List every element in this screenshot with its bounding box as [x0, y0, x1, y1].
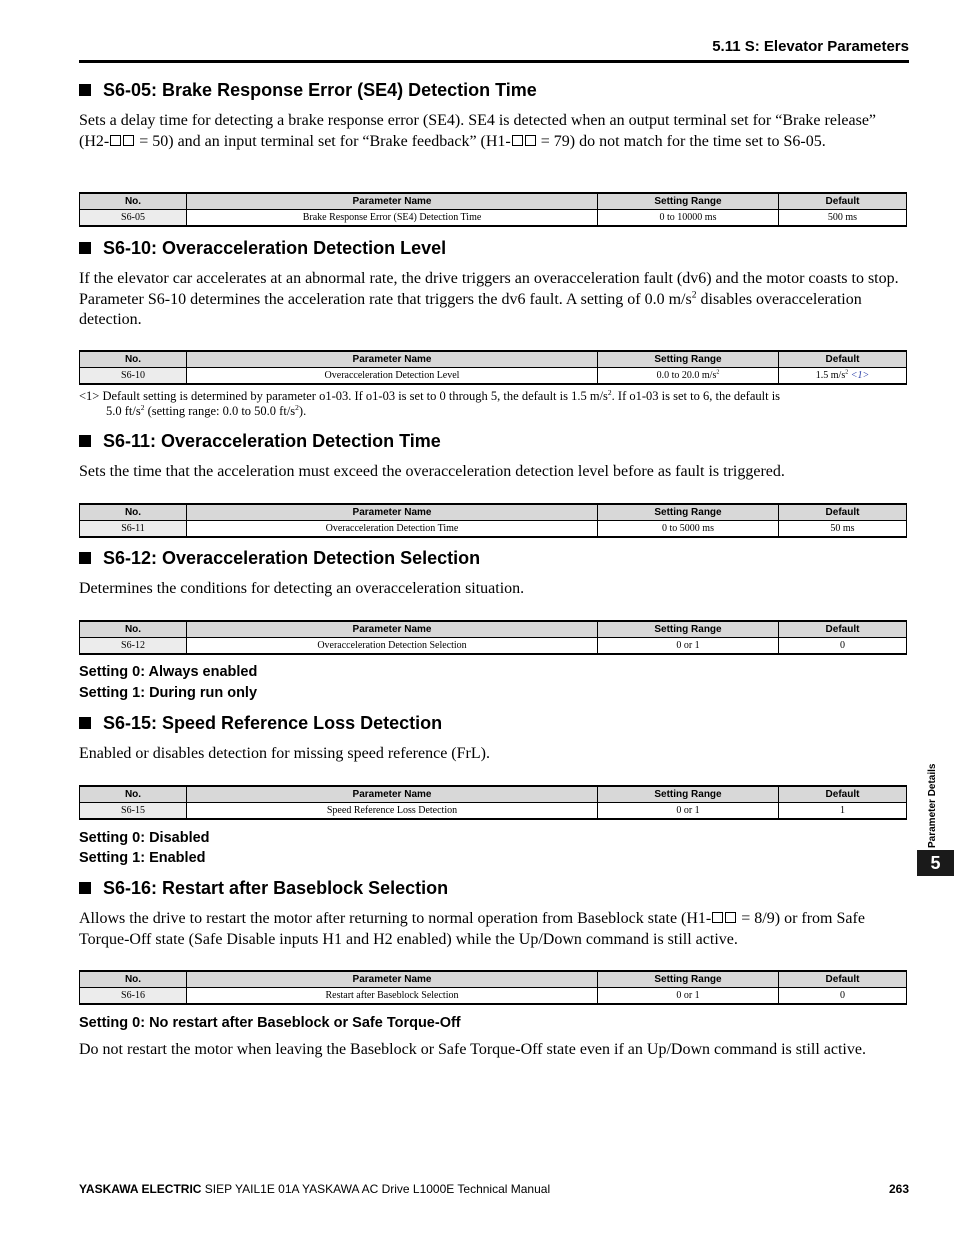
- placeholder-box-icon: [725, 912, 736, 923]
- heading-s6-16: S6-16: Restart after Baseblock Selection: [79, 878, 448, 899]
- parameter-table-s6-16: [79, 970, 907, 1005]
- paragraph-s6-16: Allows the drive to restart the motor after returning to normal operation from Baseblock state (H1- = 8/9) or from Safe Torque-Off state (Safe Disable inputs H1 and H2 enabled) while the Up/Down command is still active.: [79, 910, 865, 948]
- parameter-table-s6-12: [79, 620, 907, 655]
- chapter-tab[interactable]: 5: [917, 850, 954, 876]
- parameter-table-s6-10: [79, 350, 907, 385]
- table-row: S6-15 Speed Reference Loss Detection 0 or 1 1: [80, 803, 907, 820]
- heading-s6-11: S6-11: Overacceleration Detection Time: [79, 431, 441, 452]
- heading-s6-15: S6-15: Speed Reference Loss Detection: [79, 713, 442, 734]
- paragraph-s6-10: If the elevator car accelerates at an abnormal rate, the drive triggers an overacceleration fault (dv6) and the motor coasts to stop. Parameter S6-10 determines the acceleration rate that triggers the dv6 fault. A setting of 0.0 $m/s^2$ disables overacceleration detection.: [79, 270, 899, 328]
- header-rule: [79, 60, 909, 63]
- setting-1-heading: Setting 1: Enabled: [79, 850, 206, 866]
- placeholder-box-icon: [512, 135, 523, 146]
- footnote-ref-link[interactable]: <1>: [850, 370, 870, 381]
- parameter-table-s6-05: [79, 192, 907, 227]
- placeholder-box-icon: [712, 912, 723, 923]
- paragraph-s6-15: Enabled or disables detection for missing speed reference (FrL).: [79, 745, 490, 762]
- footnote: <1> Default setting is determined by parameter o1-03. If o1-03 is set to 0 through 5, the default is 1.5 $m/s^2$. If o1-03 is set to 6, the default is 5.0 $ft/s^2$ (setting range: 0.0 to 50.0 $ft/s^2$).: [79, 387, 781, 418]
- bullet-square-icon: [79, 84, 91, 96]
- placeholder-box-icon: [110, 135, 121, 146]
- paragraph-s6-05: Sets a delay time for detecting a brake response error (SE4). SE4 is detected when an output terminal set for “Brake release” (H2- = 50) and an input terminal set for “Brake feedback” (H1- = 79) do not match for the time set to S6-05.: [79, 112, 877, 150]
- table-header-row: No. Parameter Name Setting Range Default: [80, 786, 907, 803]
- setting-0-description: Do not restart the motor when leaving the Baseblock or Safe Torque-Off state even if an Up/Down command is still active.: [79, 1041, 866, 1058]
- footer: YASKAWA ELECTRIC SIEP YAIL1E 01A YASKAWA AC Drive L1000E Technical Manual: [79, 1182, 551, 1196]
- table-header-row: No. Parameter Name Setting Range Default: [80, 971, 907, 988]
- paragraph-s6-11: Sets the time that the acceleration must exceed the overacceleration detection level before as fault is triggered.: [79, 463, 785, 480]
- page-number: 263: [888, 1182, 909, 1196]
- table-header-row: No. Parameter Name Setting Range Default: [80, 193, 907, 210]
- bullet-square-icon: [79, 882, 91, 894]
- bullet-square-icon: [79, 242, 91, 254]
- heading-s6-12: S6-12: Overacceleration Detection Selection: [79, 548, 480, 569]
- parameter-table-s6-15: [79, 785, 907, 820]
- table-header-row: No. Parameter Name Setting Range Default: [80, 351, 907, 368]
- setting-0-heading: Setting 0: No restart after Baseblock or Safe Torque-Off: [79, 1015, 461, 1031]
- table-row: S6-11 Overacceleration Detection Time 0 to 5000 ms 50 ms: [80, 521, 907, 538]
- table-row: S6-05 Brake Response Error (SE4) Detection Time 0 to 10000 ms 500 ms: [80, 210, 907, 227]
- setting-0-heading: Setting 0: Disabled: [79, 830, 210, 846]
- heading-s6-05: S6-05: Brake Response Error (SE4) Detection Time: [79, 80, 537, 101]
- table-row: S6-12 Overacceleration Detection Selection 0 or 1 0: [80, 638, 907, 655]
- table-row: S6-16 Restart after Baseblock Selection 0 or 1 0: [80, 988, 907, 1005]
- setting-0-heading: Setting 0: Always enabled: [79, 664, 258, 680]
- bullet-square-icon: [79, 435, 91, 447]
- setting-1-heading: Setting 1: During run only: [79, 685, 258, 701]
- placeholder-box-icon: [123, 135, 134, 146]
- table-header-row: No. Parameter Name Setting Range Default: [80, 504, 907, 521]
- placeholder-box-icon: [525, 135, 536, 146]
- bullet-square-icon: [79, 717, 91, 729]
- table-header-row: No. Parameter Name Setting Range Default: [80, 621, 907, 638]
- heading-s6-10: S6-10: Overacceleration Detection Level: [79, 238, 446, 259]
- bullet-square-icon: [79, 552, 91, 564]
- section-header: 5.11 S: Elevator Parameters: [712, 38, 909, 55]
- parameter-table-s6-11: [79, 503, 907, 538]
- paragraph-s6-12: Determines the conditions for detecting an overacceleration situation.: [79, 580, 525, 597]
- chapter-side-label: Parameter Details: [927, 763, 938, 848]
- table-row: S6-10 Overacceleration Detection Level 0.0 to 20.0 $m/s^2$ 1.5 $m/s^2 <1>$: [80, 368, 907, 385]
